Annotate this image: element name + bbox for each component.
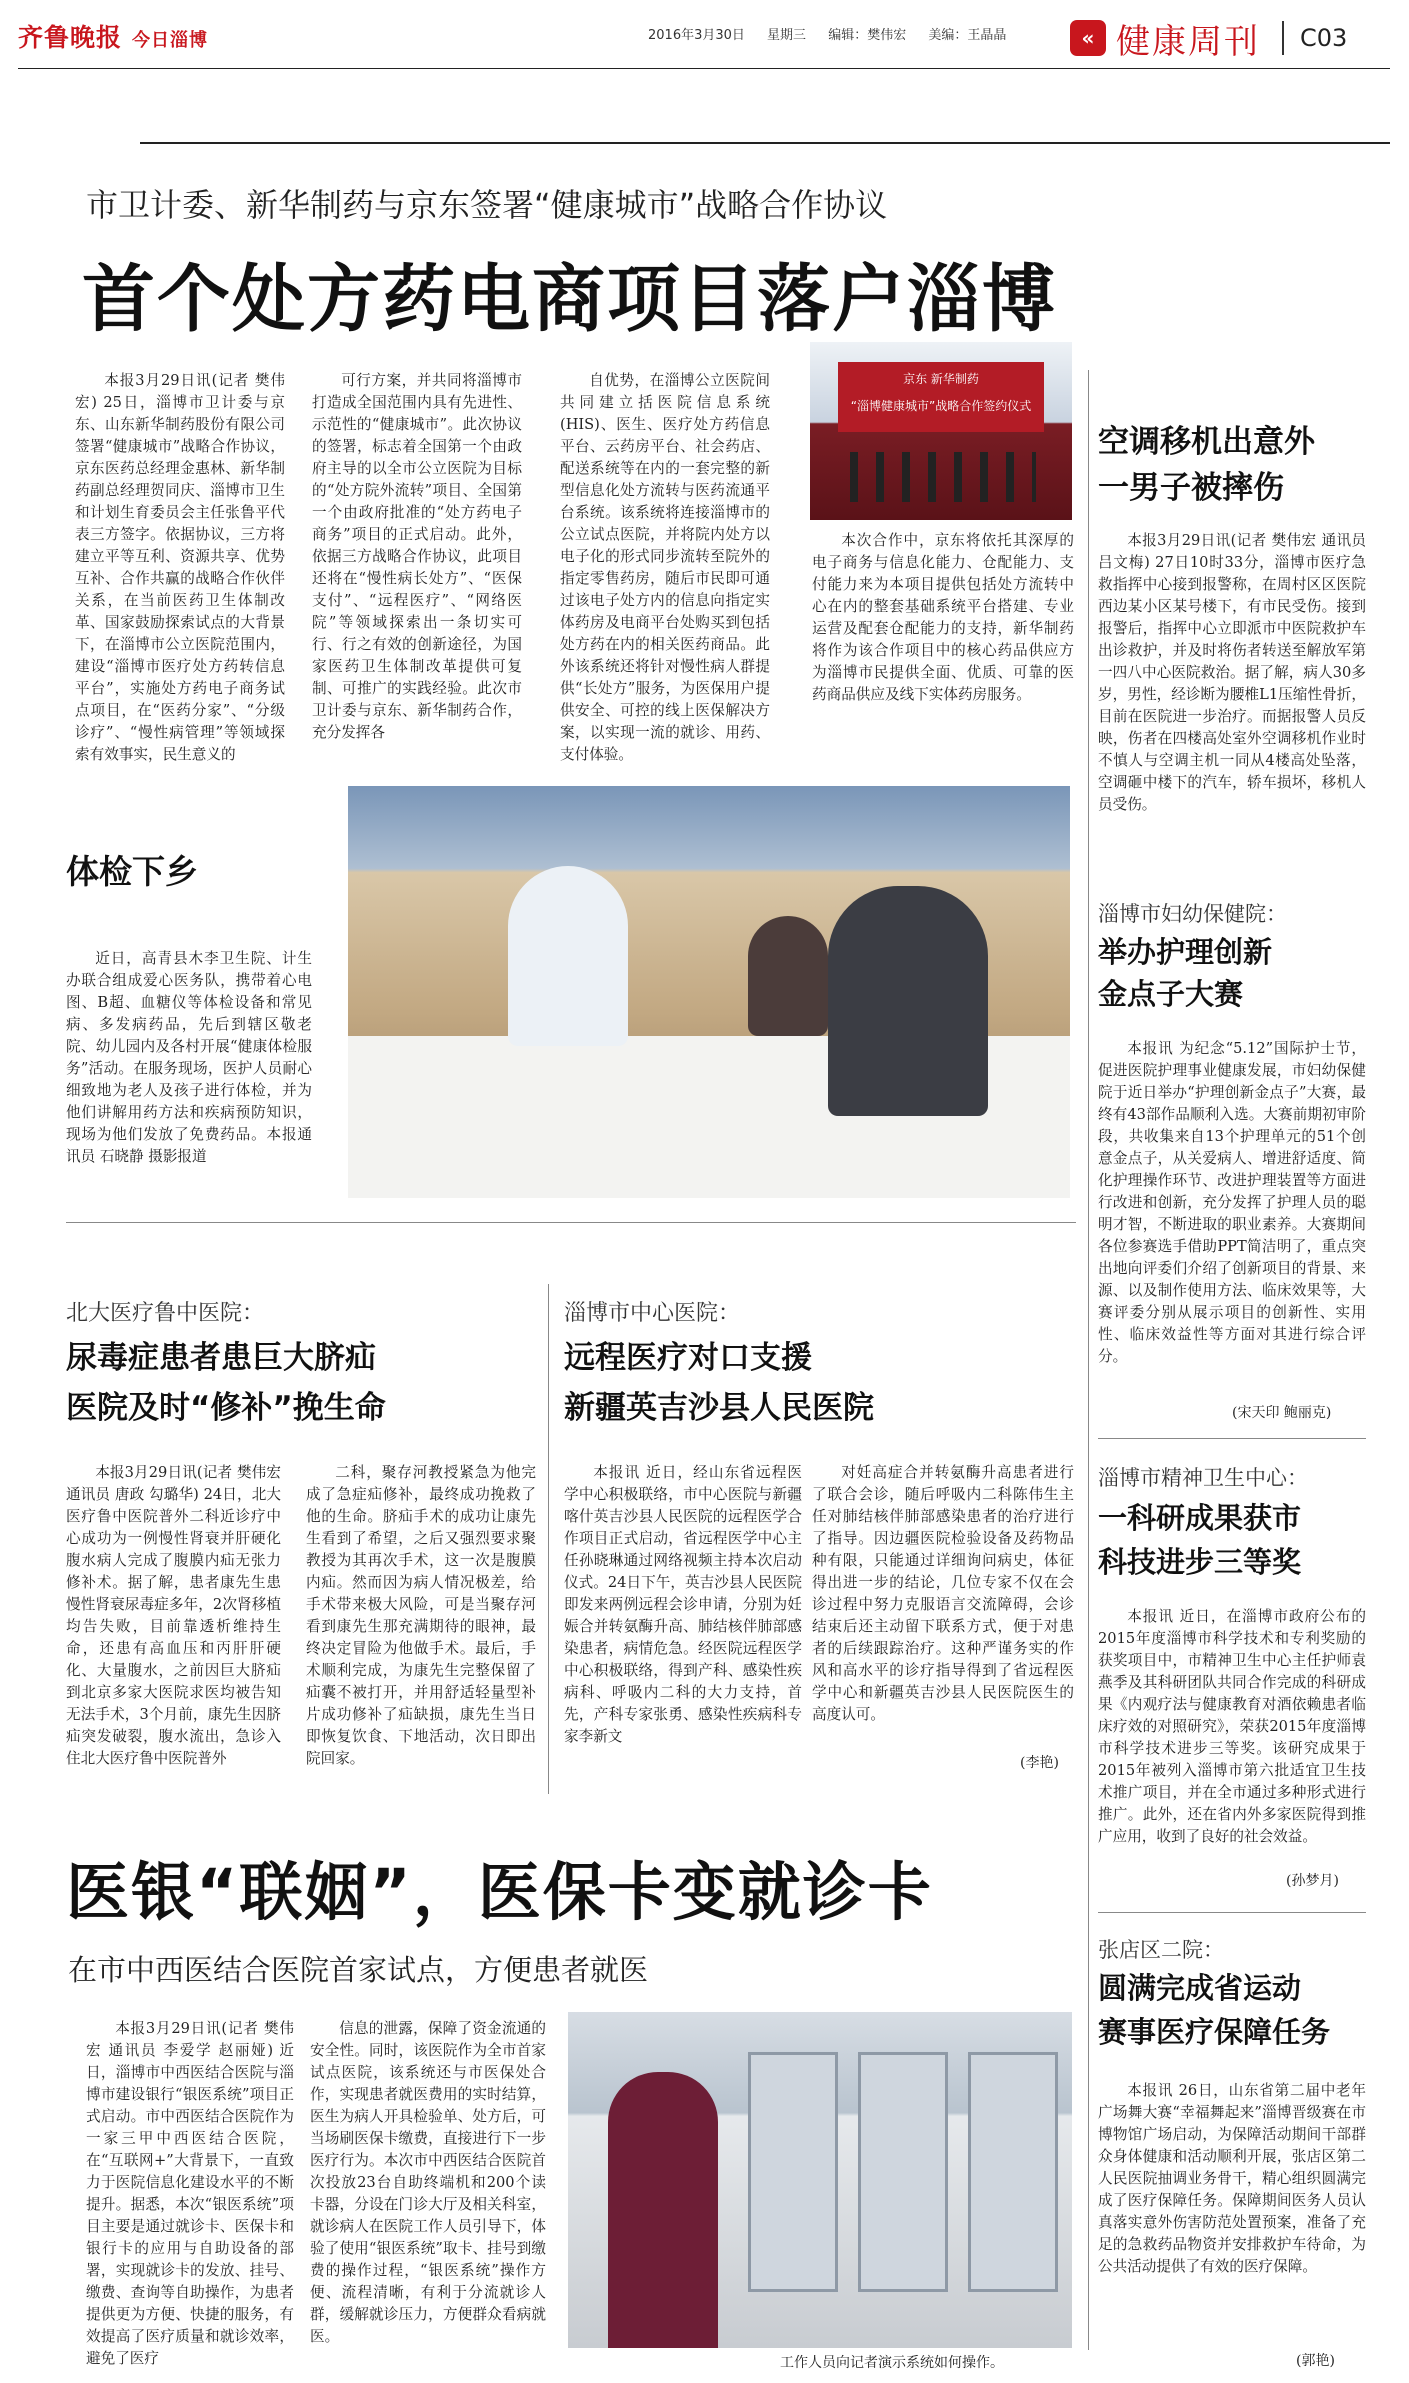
lead-top-rule — [140, 142, 1390, 144]
fuyou-sign: (宋天印 鲍丽克) — [1232, 1405, 1332, 1421]
fuyou-source: 淄博市妇幼保健院： — [1098, 902, 1287, 926]
jingshen-body: 本报讯 近日，在淄博市政府公布的2015年度淄博市科学技术和专利奖励的获奖项目中，市精神卫生中心主任护师袁燕季及其科研团队共同合作完成的科研成果《内观疗法与健康教育对酒依赖患者临床疗效的对照研究》，荣获2015年度淄博市科学技术进步三等奖。该研究成果于2015年被列入淄博市第六批适宜卫生技术推广项目，并在全市通过多种形式进行推广。此外，还在省内外多家医院得到推广应用，收到了良好的社会效益。 — [1098, 1608, 1366, 1845]
luzhong-source: 北大医疗鲁中医院： — [66, 1301, 265, 1326]
fuyou-headline-1: 举办护理创新 — [1098, 935, 1273, 969]
yinyi-subhead: 在市中西医结合医院首家试点，方便患者就医 — [68, 1953, 649, 1987]
jingshen-headline-2: 科技进步三等奖 — [1098, 1545, 1302, 1579]
fuyou-body: 本报讯 为纪念“5.12”国际护士节，促进医院护理事业健康发展，市妇幼保健院于近日举办“护理创新金点子”大赛，最终有43部作品顺利入选。大赛前期初审阶段，共收集来自13个护理单元的51个创意金点子，从关爱病人、增进舒适度、简化护理操作环节、改进护理装置等方面进行改进和创新，充分发挥了护理人员的聪明才智，不断进取的职业素养。大赛期间各位参赛选手借助PPT简洁明了，重点突出地向评委们介绍了创新项目的背景、来源、以及制作使用方法、临床效果等，大赛评委分别从展示项目的创新性、实用性、临床效益性等方面对其进行综合评分。 — [1098, 1040, 1366, 1365]
zhongxin-headline-2: 新疆英吉沙县人民医院 — [564, 1390, 874, 1426]
signing-ceremony-photo — [810, 342, 1072, 520]
lead-column-1: 本报3月29日讯(记者 樊伟宏) 25日，淄博市卫计委与京东、山东新华制药股份有限公司签署“健康城市”战略合作协议，京东医药总经理金惠林、新华制药副总经理贺同庆、淄博市卫生和计划生育委员会主任张鲁平代表三方签字。依据协议，三方将建立平等互利、资源共享、优势互补、合作共赢的战略合作伙伴关系，在当前医药卫生体制改革、国家鼓励探索试点的大背景下，在淄博市公立医院范围内，建设“淄博市医疗处方药转信息平台”，实施处方药电子商务试点项目，在“医药分家”、“分级诊疗”、“慢性病管理”等领域探索有效事实，民生意义的 — [75, 372, 285, 763]
luzhong-column-2: 二科，聚存河教授紧急为他完成了急症疝修补，最终成功挽救了他的生命。脐疝手术的成功让康先生看到了希望，之后又强烈要求聚教授为其再次手术，这一次是腹膜内疝。然而因为病人情况极差，给手术带来极大风险，可是当聚存河看到康先生那充满期待的眼神，最终决定冒险为他做手术。最后，手术顺利完成，为康先生完整保留了疝囊不被打开，并用舒适轻量型补片成功修补了疝缺损，康先生当日即恢复饮食、下地活动，次日即出院回家。 — [306, 1464, 536, 1767]
middle-column-rule — [548, 1284, 549, 1794]
brief1-body: 本报3月29日讯(记者 樊伟宏 通讯员 吕文梅) 27日10时33分，淄博市医疗急救指挥中心接到报警称，在周村区区医院西边某小区某号楼下，有市民受伤。接到报警后，指挥中心立即派市中医院救护车出诊救护，并及时将伤者转送至解放军第一四八中心医院救治。据了解，病人30多岁，男性，经诊断为腰椎L1压缩性骨折，目前在医院进一步治疗。而据报警人员反映，伤者在四楼高处室外空调移机作业时不慎人与空调主机一同从4楼高处坠落，空调砸中楼下的汽车，轿车损坏，移机人员受伤。 — [1098, 532, 1366, 813]
page-number: C03 — [1282, 21, 1347, 55]
zhangdian-headline-2: 赛事医疗保障任务 — [1098, 2015, 1331, 2049]
lead-column-3: 自优势，在淄博公立医院间共同建立括医院信息系统(HIS)、医生、医疗处方药信息平台、云药房平台、社会药店、配送系统等在内的一套完整的新型信息化处方流转与医药流通平台系统。该系统将连接淄博市的公立试点医院，并将院内处方以电子化的形式同步流转至院外的指定零售药房，随后市民即可通过该电子处方内的信息向指定实体药房及电商平台处购买到包括处方药在内的相关医药商品。此外该系统还将针对慢性病人群提供“长处方”服务，为医保用户提供安全、可控的线上医保解决方案，以实现一流的就诊、用药、支付体验。 — [560, 372, 770, 763]
jingshen-source: 淄博市精神卫生中心： — [1098, 1466, 1308, 1490]
doctor-figure — [508, 866, 628, 1046]
middle-section-rule — [66, 1222, 1076, 1223]
issue-designer: 美编：王晶晶 — [928, 28, 1007, 43]
patient-figure — [828, 886, 988, 1116]
jingshen-sign: (孙梦月) — [1286, 1873, 1339, 1889]
yinyi-photo-caption: 工作人员向记者演示系统如何操作。 — [780, 2355, 1004, 2371]
staff-figure — [608, 2072, 718, 2348]
ceremony-banner — [838, 362, 1044, 432]
zhongxin-column-1: 本报讯 近日，经山东省远程医学中心积极联络，市中心医院与新疆喀什英吉沙县人民医院的远程医学合作项目正式启动，省远程医学中心主任孙晓琳通过网络视频主持本次启动仪式。24日下午，英吉沙县人民医院即发来两例远程会诊申请，分别为妊娠合并转氨酶升高、肺结核伴肺部感染患者，病情危急。经医院远程医学中心积极联络，得到产科、感染性疾病科、呼吸内二科的大力支持，首先，产科专家张勇、感染性疾病科专家李新文 — [564, 1464, 802, 1745]
zhangdian-source: 张店区二院： — [1098, 1938, 1224, 1962]
brief1-headline-1: 空调移机出意外 — [1098, 424, 1315, 460]
banner-brands: 京东 新华制药 — [903, 372, 979, 386]
issue-date: 2016年3月30日 — [648, 28, 745, 43]
issue-editor: 编辑：樊伟宏 — [828, 28, 907, 43]
tijian-title: 体检下乡 — [66, 852, 198, 891]
right-section-rule-2 — [1098, 1912, 1366, 1913]
yinyi-column-1: 本报3月29日讯(记者 樊伟宏 通讯员 李爱学 赵丽娅) 近日，淄博市中西医结合医院与淄博市建设银行“银医系统”项目正式启动。市中西医结合医院作为一家三甲中西医结合医院，在“互联网+”大背景下，一直致力于医院信息化建设水平的不断提升。据悉，本次“银医系统”项目主要是通过就诊卡、医保卡和银行卡的应用与自助设备的部署，实现就诊卡的发放、挂号、缴费、查询等自助操作，为患者提供更为方便、快捷的服务，有效提高了医疗质量和就诊效率，避免了医疗 — [86, 2020, 294, 2367]
tijian-body: 近日，高青县木李卫生院、计生办联合组成爱心医务队，携带着心电图、B超、血糖仪等体检设备和常见病、多发病药品，先后到辖区敬老院、幼儿园内及各村开展“健康体检服务”活动。在服务现场，医护人员耐心细致地为老人及孩子进行体检，并为他们讲解用药方法和疾病预防知识，现场为他们发放了免费药品。本报通讯员 石晓静 摄影报道 — [66, 950, 312, 1165]
chevron-logo-icon: « — [1070, 20, 1106, 56]
logo-text: 齐鲁晚报 — [18, 23, 123, 52]
yinyi-headline: 医银“联姻”，医保卡变就诊卡 — [66, 1856, 933, 1929]
edition-name: 今日淄博 — [132, 30, 209, 51]
kiosk-1 — [748, 2052, 838, 2292]
masthead — [18, 14, 1390, 64]
banner-title: “淄博健康城市”战略合作签约仪式 — [850, 399, 1032, 413]
brief1-headline-2: 一男子被摔伤 — [1098, 470, 1284, 506]
issue-weekday: 星期三 — [767, 28, 807, 43]
right-section-rule-1 — [1098, 1438, 1366, 1439]
elderly-woman-figure — [748, 916, 828, 1036]
zhongxin-source: 淄博市中心医院： — [564, 1301, 741, 1326]
kiosk-3 — [968, 2052, 1058, 2292]
zhongxin-headline-1: 远程医疗对口支援 — [564, 1340, 812, 1376]
lead-kicker: 市卫计委、新华制药与京东签署“健康城市”战略合作协议 — [86, 186, 888, 224]
ceremony-people — [850, 452, 1036, 502]
kiosk-2 — [858, 2052, 948, 2292]
masthead-rule — [18, 68, 1390, 69]
zhongxin-sign: (李艳) — [1020, 1755, 1059, 1771]
zhongxin-column-2: 对妊高症合并转氨酶升高患者进行了联合会诊，随后呼吸内二科陈伟生主任对肺结核伴肺部感染患者的治疗进行了指导。因边疆医院检验设备及药物品种有限，只能通过详细询问病史，体征得出进一步的结论，几位专家不仅在会诊过程中努力克服语言交流障碍，会诊结束后还主动留下联系方式，便于对患者的后续跟踪治疗。这种严谨务实的作风和高水平的诊疗指导得到了省远程医学中心和新疆英吉沙县人民医院医生的高度认可。 — [812, 1464, 1074, 1723]
luzhong-headline-1: 尿毒症患者患巨大脐疝 — [66, 1340, 376, 1376]
self-service-kiosk-photo — [568, 2012, 1072, 2348]
lead-column-4: 本次合作中，京东将依托其深厚的电子商务与信息化能力、仓配能力、支付能力来为本项目提供包括处方流转中心在内的整套基础系统平台搭建、专业运营及配套仓配能力的支持，新华制药将作为该合作项目中的核心药品供应方为淄博市民提供全面、优质、可靠的医药商品供应及线下实体药房服务。 — [812, 532, 1074, 703]
rural-checkup-photo — [348, 786, 1070, 1198]
zhangdian-sign: (郭艳) — [1296, 2353, 1335, 2369]
section-title: 健康周刊 — [1116, 21, 1260, 62]
luzhong-column-1: 本报3月29日讯(记者 樊伟宏 通讯员 唐政 勾璐华) 24日，北大医疗鲁中医院普外二科近诊疗中心成功为一例慢性肾衰并肝硬化腹水病人完成了腹膜内疝无张力修补术。据了解，患者康先生患慢性肾衰尿毒症多年，2次肾移植均告失败，目前靠透析维持生命，还患有高血压和丙肝肝硬化、大量腹水，之前因巨大脐疝到北京多家大医院求医均被告知无法手术，3个月前，康先生因脐疝突发破裂，腹水流出，急诊入住北大医疗鲁中医院普外 — [66, 1464, 281, 1767]
issue-meta — [648, 24, 1024, 43]
section-brand — [1070, 14, 1347, 62]
newspaper-logo — [18, 14, 228, 62]
yinyi-column-2: 信息的泄露，保障了资金流通的安全性。同时，该医院作为全市首家试点医院，该系统还与市医保处合作，实现患者就医费用的实时结算，医生为病人开具检验单、处方后，可当场刷医保卡缴费，直接进行下一步医疗行为。本次市中西医结合医院首次投放23台自助终端机和200个读卡器，分设在门诊大厅及相关科室，就诊病人在医院工作人员引导下，体验了使用“银医系统”取卡、挂号到缴费的操作过程，“银医系统”操作方便、流程清晰，有利于分流就诊人群，缓解就诊压力，方便群众看病就医。 — [310, 2020, 546, 2345]
right-column-rule — [1088, 370, 1089, 2350]
jingshen-headline-1: 一科研成果获市 — [1098, 1501, 1302, 1535]
fuyou-headline-2: 金点子大赛 — [1098, 977, 1244, 1011]
lead-column-2: 可行方案，并共同将淄博市打造成全国范围内具有先进性、示范性的“健康城市”。此次协议的签署，标志着全国第一个由政府主导的以全市公立医院为目标的“处方院外流转”项目、全国第一个由政府批准的“处方药电子商务”项目的正式启动。此外，依据三方战略合作协议，此项目还将在“慢性病长处方”、“医保支付”、“远程医疗”、“网络医院”等领域探索出一条切实可行、行之有效的创新途径，为国家医药卫生体制改革提供可复制、可推广的实践经验。此次市卫计委与京东、新华制药合作，充分发挥各 — [312, 372, 522, 741]
zhangdian-headline-1: 圆满完成省运动 — [1098, 1971, 1302, 2005]
lead-headline: 首个处方药电商项目落户淄博 — [82, 257, 1057, 342]
luzhong-headline-2: 医院及时“修补”挽生命 — [66, 1390, 386, 1426]
zhangdian-body: 本报讯 26日，山东省第二届中老年广场舞大赛“幸福舞起来”淄博晋级赛在市博物馆广场启动，为保障活动期间干部群众身体健康和活动顺利开展，张店区第二人民医院抽调业务骨干，精心组织圆满完成了医疗保障任务。保障期间医务人员认真落实意外伤害防范处置预案，准备了充足的急救药品物资并安排救护车待命，为公共活动提供了有效的医疗保障。 — [1098, 2082, 1366, 2275]
